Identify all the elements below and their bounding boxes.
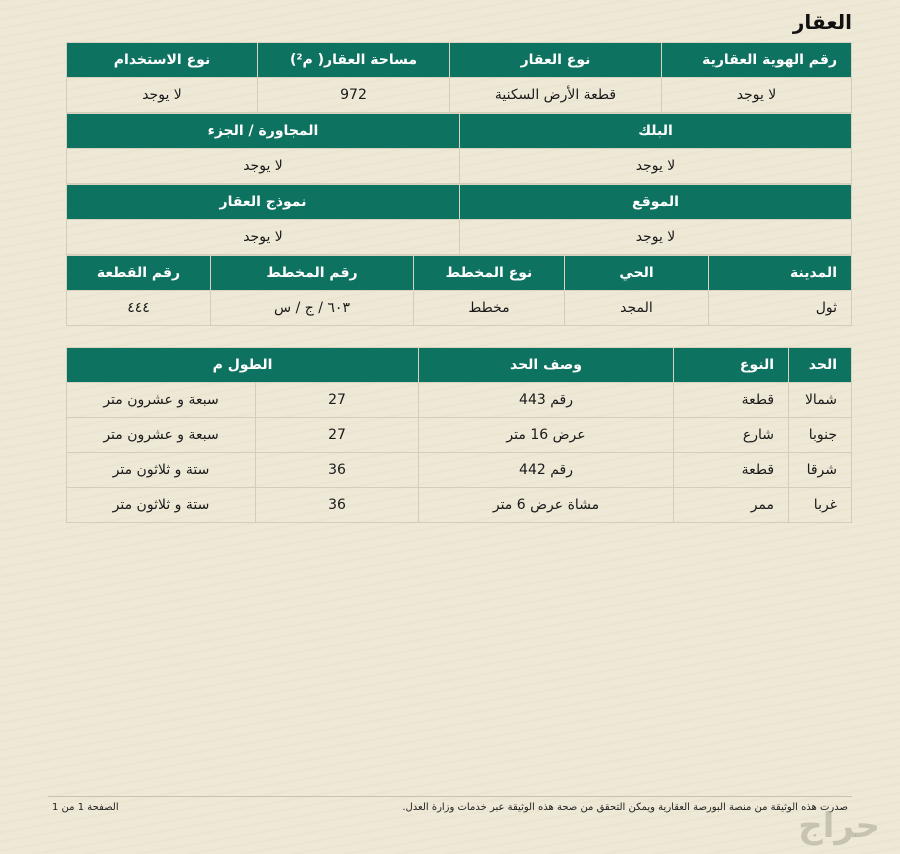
header-plan-type: نوع المخطط xyxy=(414,256,565,291)
watermark-logo: حراج xyxy=(798,806,880,846)
header-boundary: الحد xyxy=(789,348,852,383)
boundary-description: عرض 16 متر xyxy=(419,418,674,453)
boundary-type: قطعة xyxy=(674,453,789,488)
table-row xyxy=(67,383,852,418)
boundary-side: جنوبا xyxy=(789,418,852,453)
verification-note: صدرت هذه الوثيقة من منصة البورصة العقارية ويمكن التحقق من صحة هذه الوثيقة عبر خدمات وزارة العدل. xyxy=(402,802,848,813)
value-city: ثول xyxy=(709,291,852,326)
footer-divider xyxy=(48,796,852,797)
value-row xyxy=(67,291,852,326)
header-row xyxy=(67,256,852,291)
header-property-area: مساحة العقار( م²) xyxy=(258,43,450,78)
header-type: النوع xyxy=(674,348,789,383)
value-row xyxy=(67,78,852,113)
boundary-length-text: ستة و ثلاثون متر xyxy=(67,488,256,523)
boundary-side: شرقا xyxy=(789,453,852,488)
header-property-type: نوع العقار xyxy=(450,43,662,78)
value-row xyxy=(67,220,852,255)
header-property-model: نموذج العقار xyxy=(67,185,460,220)
boundary-type: قطعة xyxy=(674,383,789,418)
boundary-side: شمالا xyxy=(789,383,852,418)
header-row xyxy=(67,114,852,149)
boundary-length-text: سبعة و عشرون متر xyxy=(67,383,256,418)
plan-table xyxy=(66,255,852,326)
location-table xyxy=(66,184,852,255)
value-plot-number: ٤٤٤ xyxy=(67,291,211,326)
header-plot-number: رقم القطعة xyxy=(67,256,211,291)
value-plan-number: ٦٠٣ / ج / س xyxy=(211,291,414,326)
boundary-description: رقم 443 xyxy=(419,383,674,418)
value-row xyxy=(67,149,852,184)
header-row xyxy=(67,348,852,383)
boundary-type: شارع xyxy=(674,418,789,453)
table-row xyxy=(67,418,852,453)
header-city: المدينة xyxy=(709,256,852,291)
boundary-length: 36 xyxy=(256,488,419,523)
header-block: البلك xyxy=(460,114,852,149)
boundary-description: رقم 442 xyxy=(419,453,674,488)
header-real-estate-id: رقم الهوية العقارية xyxy=(662,43,852,78)
value-property-model: لا يوجد xyxy=(67,220,460,255)
boundary-length-text: ستة و ثلاثون متر xyxy=(67,453,256,488)
property-info-table xyxy=(66,42,852,113)
table-row xyxy=(67,488,852,523)
value-real-estate-id: لا يوجد xyxy=(662,78,852,113)
header-length: الطول م xyxy=(67,348,419,383)
header-location: الموقع xyxy=(460,185,852,220)
header-district: الحي xyxy=(565,256,709,291)
value-district: المجد xyxy=(565,291,709,326)
value-block: لا يوجد xyxy=(460,149,852,184)
value-neighborhood-part: لا يوجد xyxy=(67,149,460,184)
boundaries-table xyxy=(66,347,852,523)
value-plan-type: مخطط xyxy=(414,291,565,326)
page-number: الصفحة 1 من 1 xyxy=(52,802,119,813)
boundary-length: 27 xyxy=(256,418,419,453)
boundary-description: مشاة عرض 6 متر xyxy=(419,488,674,523)
header-neighborhood-part: المجاورة / الجزء xyxy=(67,114,460,149)
header-row xyxy=(67,43,852,78)
boundary-length: 36 xyxy=(256,453,419,488)
header-boundary-description: وصف الحد xyxy=(419,348,674,383)
boundary-side: غربا xyxy=(789,488,852,523)
header-row xyxy=(67,185,852,220)
header-usage-type: نوع الاستخدام xyxy=(67,43,258,78)
boundary-length: 27 xyxy=(256,383,419,418)
boundary-length-text: سبعة و عشرون متر xyxy=(67,418,256,453)
value-property-type: قطعة الأرض السكنية xyxy=(450,78,662,113)
block-table xyxy=(66,113,852,184)
value-location: لا يوجد xyxy=(460,220,852,255)
value-property-area: 972 xyxy=(258,78,450,113)
section-title: العقار xyxy=(792,10,852,34)
table-row xyxy=(67,453,852,488)
value-usage-type: لا يوجد xyxy=(67,78,258,113)
boundary-type: ممر xyxy=(674,488,789,523)
header-plan-number: رقم المخطط xyxy=(211,256,414,291)
